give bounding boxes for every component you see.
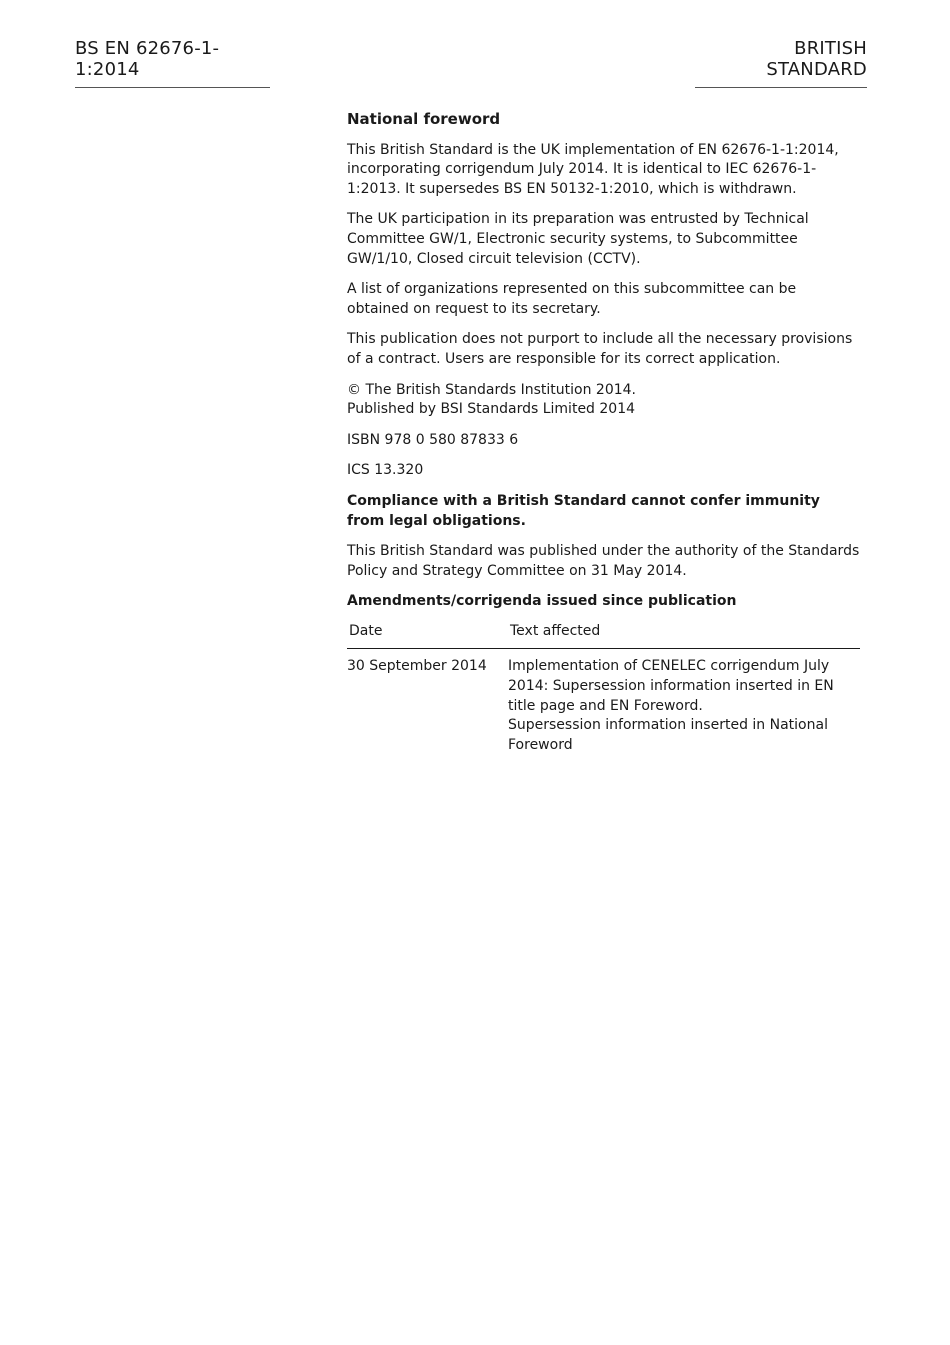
implementation-paragraph: This British Standard is the UK implementation of EN 62676-1-1:2014, incorporating corrigendum July 2014. It is identical to IEC 62676-1-1:2013. It supersedes BS EN 50132-1:2010, which is withdrawn. [347,141,839,197]
amendment-text [508,649,860,755]
header-standard-label: BRITISH STANDARD [695,38,867,88]
header-document-id: BS EN 62676-1-1:2014 [75,38,270,88]
section-title: National foreword [347,110,501,128]
national-foreword-section [347,110,860,755]
publisher-line: Published by BSI Standards Limited 2014 [347,401,636,418]
organizations-paragraph: A list of organizations represented on this subcommittee can be obtained on request to its secretary. [347,281,797,317]
amendment-text-line: Supersession information inserted in National Foreword [508,717,828,753]
amendment-date: 30 September 2014 [347,658,487,675]
column-header-date: Date [347,618,508,649]
table-row [347,649,860,755]
compliance-statement: Compliance with a British Standard cannot confer immunity from legal obligations. [347,492,820,529]
isbn: ISBN 978 0 580 87833 6 [347,431,519,448]
amendments-title: Amendments/corrigenda issued since publication [347,593,737,610]
table-header-row [347,618,860,649]
ics-code: ICS 13.320 [347,462,424,479]
amendment-text-line: Implementation of CENELEC corrigendum July 2014: Supersession information inserted in EN title page and EN Foreword. [508,658,834,714]
participation-paragraph: The UK participation in its preparation was entrusted by Technical Committee GW/1, Electronic security systems, to Subcommittee GW/1/10, Closed circuit television (CCTV). [347,211,809,267]
copyright-line: © The British Standards Institution 2014. [347,381,637,398]
column-header-text-affected: Text affected [508,618,860,649]
copyright-block [347,381,860,420]
publication-authority: This British Standard was published under the authority of the Standards Policy and Strategy Committee on 31 May 2014. [347,543,860,579]
amendments-table [347,618,860,756]
provisions-paragraph: This publication does not purport to include all the necessary provisions of a contract. Users are responsible for its correct application. [347,331,853,367]
